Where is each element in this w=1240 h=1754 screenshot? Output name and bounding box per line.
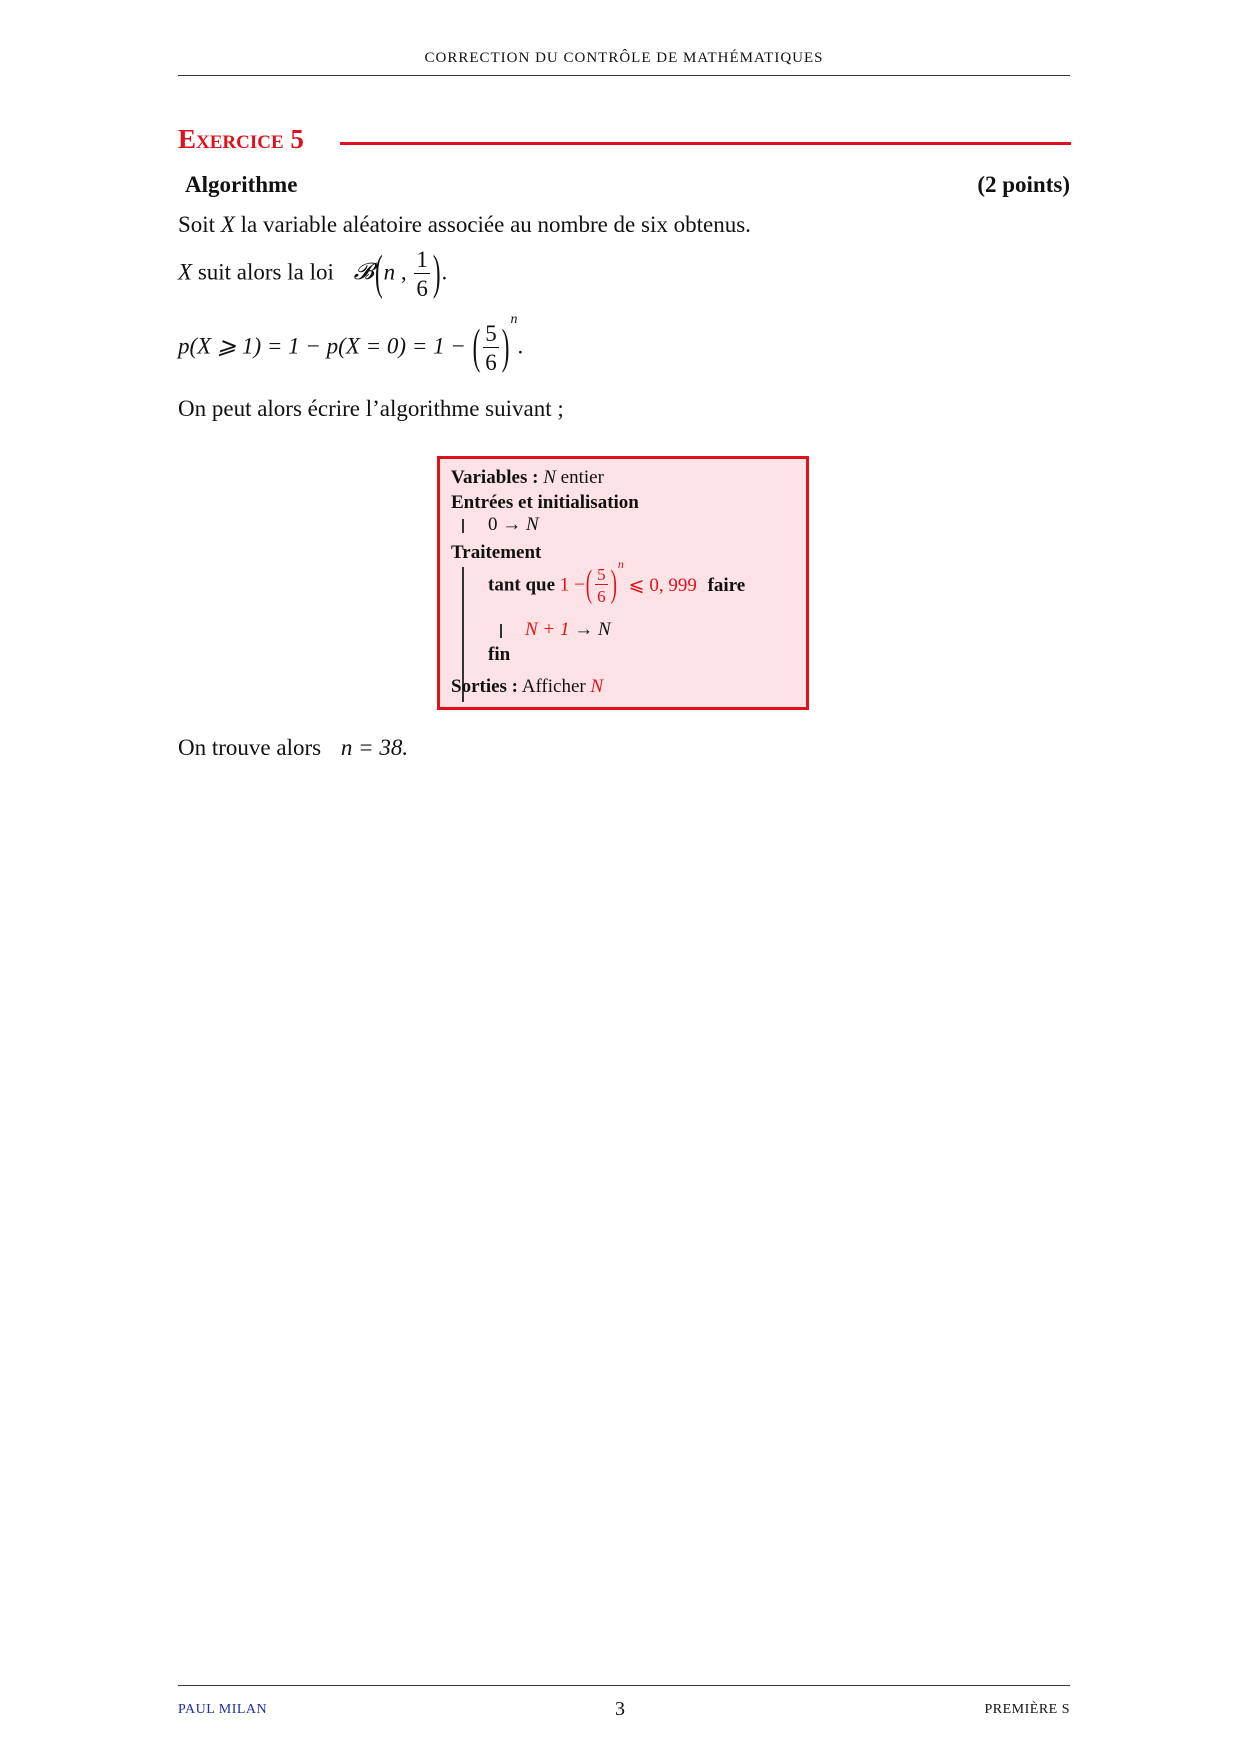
algo-var-n: N — [526, 514, 539, 535]
algo-loop-stmt — [525, 619, 611, 641]
text-fragment: la variable aléatoire associée au nombre de six obtenus. — [234, 212, 751, 237]
algo-condition: ⩽ 0, 999 — [628, 575, 697, 596]
algo-init-stmt — [488, 514, 539, 536]
text-fragment: On trouve alors — [178, 735, 322, 760]
footer-level: PREMIÈRE S — [984, 1702, 1070, 1717]
left-paren: ( — [585, 563, 593, 606]
binomial-symbol: 𝓑 — [353, 259, 374, 285]
algo-block-bar — [462, 519, 464, 533]
algo-keyword: faire — [707, 574, 746, 596]
conclusion-equation: n = 38. — [340, 735, 409, 760]
probability-expression: p(X ⩾ 1) = 1 − p(X = 0) = 1 − — [178, 333, 466, 359]
fraction-denominator: 6 — [485, 350, 497, 375]
math-var-n: n — [383, 259, 396, 285]
footer-rule — [178, 1685, 1070, 1686]
paragraph-algorithm-intro: On peut alors écrire l’algorithme suivant ; — [178, 396, 564, 421]
fraction-numerator: 1 — [416, 247, 428, 272]
fraction-denominator: 6 — [416, 276, 428, 301]
right-paren: ) — [501, 320, 510, 374]
algo-condition: 1 − — [559, 574, 585, 596]
fraction-numerator: 5 — [597, 565, 606, 584]
text-fragment: suit alors la loi — [192, 259, 334, 285]
algo-increment: N + 1 — [525, 619, 570, 640]
exponent-n: n — [617, 557, 624, 571]
algo-keyword: Sorties : — [451, 676, 519, 697]
fraction-numerator: 5 — [485, 321, 497, 346]
paragraph-probability — [178, 312, 524, 375]
algo-text: entier — [555, 467, 604, 488]
page-number: 3 — [615, 1698, 625, 1720]
algo-text: → — [569, 619, 598, 640]
fraction-five-sixths — [595, 566, 608, 605]
algo-keyword: fin — [488, 644, 511, 665]
math-var-x: X — [220, 212, 235, 237]
algo-text: Afficher — [518, 676, 591, 697]
algorithm-box — [437, 456, 809, 710]
algo-variables — [451, 467, 604, 489]
algo-var-n: N — [590, 676, 604, 697]
exponent-n: n — [510, 312, 518, 327]
running-header: CORRECTION DU CONTRÔLE DE MATHÉMATIQUES — [424, 50, 824, 66]
algo-treatment-label — [451, 542, 541, 564]
left-paren: ( — [472, 320, 481, 374]
fraction-one-sixth — [414, 248, 430, 300]
exercise-title: Exercice 5 — [178, 124, 304, 154]
exercise-subtitle: Algorithme — [185, 172, 298, 197]
algo-keyword: Variables : — [451, 467, 539, 488]
algo-keyword: tant que — [488, 574, 556, 596]
algo-block-bar — [500, 624, 502, 638]
paragraph-binomial-law — [178, 248, 447, 300]
algo-init-label — [451, 492, 639, 514]
math-separator: , — [395, 259, 407, 285]
footer-author: PAUL MILAN — [178, 1702, 268, 1717]
paragraph-conclusion — [178, 735, 408, 761]
paragraph-random-variable — [178, 212, 751, 238]
header-rule — [178, 75, 1070, 76]
fraction-denominator: 6 — [597, 587, 606, 606]
text-fragment: . — [441, 259, 448, 285]
right-paren: ) — [610, 563, 617, 606]
algo-text: 0 → — [488, 514, 526, 535]
algo-var-n: N — [543, 467, 556, 488]
exercise-points: (2 points) — [977, 172, 1070, 197]
math-var-x: X — [178, 259, 193, 285]
algo-keyword: Entrées et initialisation — [451, 492, 639, 513]
algo-while-line — [488, 557, 746, 606]
left-paren: ( — [374, 246, 383, 300]
exercise-title-rule — [340, 142, 1071, 145]
algo-end — [488, 644, 510, 666]
algo-output — [451, 676, 603, 698]
right-paren: ) — [432, 246, 441, 300]
text-fragment: Soit — [178, 212, 221, 237]
algo-keyword: Traitement — [451, 542, 542, 563]
algo-var-n: N — [598, 619, 611, 640]
text-fragment: . — [517, 333, 524, 359]
fraction-five-sixths — [483, 322, 499, 374]
